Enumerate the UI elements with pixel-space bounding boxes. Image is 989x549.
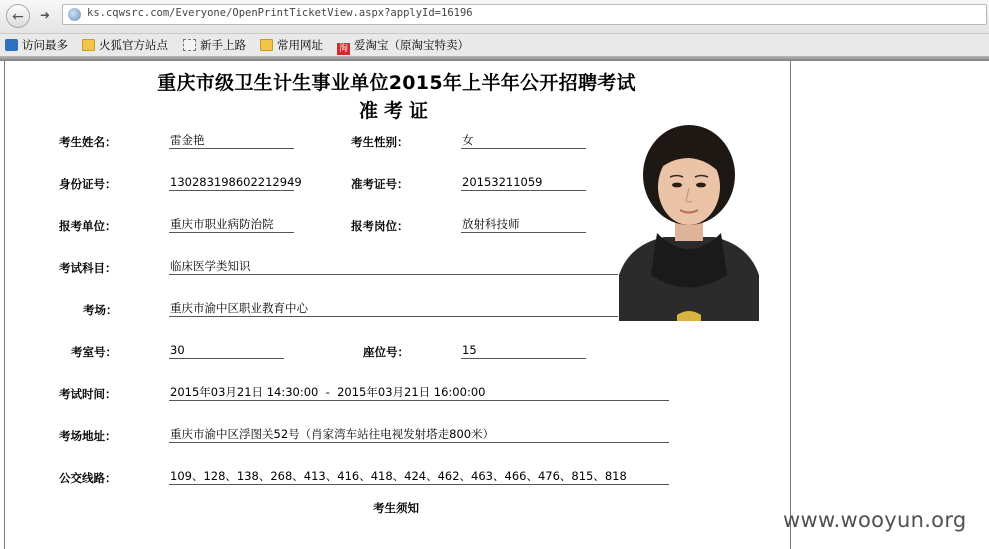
gender-value: 女 [461, 133, 586, 149]
gender-label: 考生性别： [351, 135, 409, 149]
time-label: 考试时间： [59, 387, 117, 401]
seat-label: 座位号： [363, 345, 409, 359]
forward-button[interactable]: ➜ [39, 8, 51, 22]
id-label: 身份证号： [59, 177, 117, 191]
venue-value: 重庆市渝中区职业教育中心 [169, 301, 618, 317]
ticket-subtitle: 准考证 [358, 100, 434, 122]
bookmark-getting-started[interactable]: 新手上路 [183, 37, 246, 53]
folder-icon [82, 39, 95, 51]
taobao-icon: 淘 [338, 44, 348, 54]
room-label: 考室号： [71, 345, 117, 359]
ticket-no-label: 准考证号： [351, 177, 409, 191]
ticket-title: 重庆市级卫生计生事业单位2015年上半年公开招聘考试 [157, 72, 636, 94]
unit-value: 重庆市职业病防治院 [169, 217, 294, 233]
unit-label: 报考单位： [59, 219, 117, 233]
position-label: 报考岗位： [351, 219, 409, 233]
venue-label: 考场： [83, 303, 118, 317]
subject-value: 临床医学类知识 [169, 259, 618, 275]
candidate-photo [619, 125, 759, 321]
bookmark-most-visited[interactable]: 访问最多 [5, 37, 68, 53]
notice-heading: 考生须知 [373, 501, 419, 515]
name-label: 考生姓名： [59, 135, 117, 149]
url-text: ks.cqwsrc.com/Everyone/OpenPrintTicketView.aspx?applyId=16196 [87, 7, 473, 19]
bookmark-aitaobao[interactable]: 淘 爱淘宝（原淘宝特卖） [338, 38, 469, 54]
room-value: 30 [169, 343, 284, 359]
browser-toolbar [0, 0, 989, 34]
name-value: 雷金艳 [169, 133, 294, 149]
globe-icon [68, 8, 81, 21]
page-icon [183, 39, 196, 51]
bookmarks-toolbar [0, 34, 989, 56]
bus-label: 公交线路： [59, 471, 117, 485]
seat-value: 15 [461, 343, 586, 359]
most-visited-icon [5, 39, 18, 51]
address-label: 考场地址： [59, 429, 117, 443]
address-value: 重庆市渝中区浮图关52号（肖家湾车站往电视发射塔走800米） [169, 427, 669, 443]
ticket-no-value: 20153211059 [461, 175, 586, 191]
folder-icon [260, 39, 273, 51]
back-button[interactable]: ← [6, 4, 30, 28]
id-value: 130283198602212949 [170, 175, 302, 189]
watermark: www.wooyun.org [783, 508, 967, 532]
subject-label: 考试科目： [59, 261, 117, 275]
time-value: 2015年03月21日 14:30:00 - 2015年03月21日 16:00:00 [169, 385, 669, 401]
bookmark-firefox-site[interactable]: 火狐官方站点 [82, 37, 168, 53]
address-bar[interactable] [62, 4, 987, 25]
position-value: 放射科技师 [461, 217, 586, 233]
bookmark-common-sites[interactable]: 常用网址 [260, 37, 323, 53]
bus-value: 109、128、138、268、413、416、418、424、462、463、466、476、815、818 [169, 469, 669, 485]
